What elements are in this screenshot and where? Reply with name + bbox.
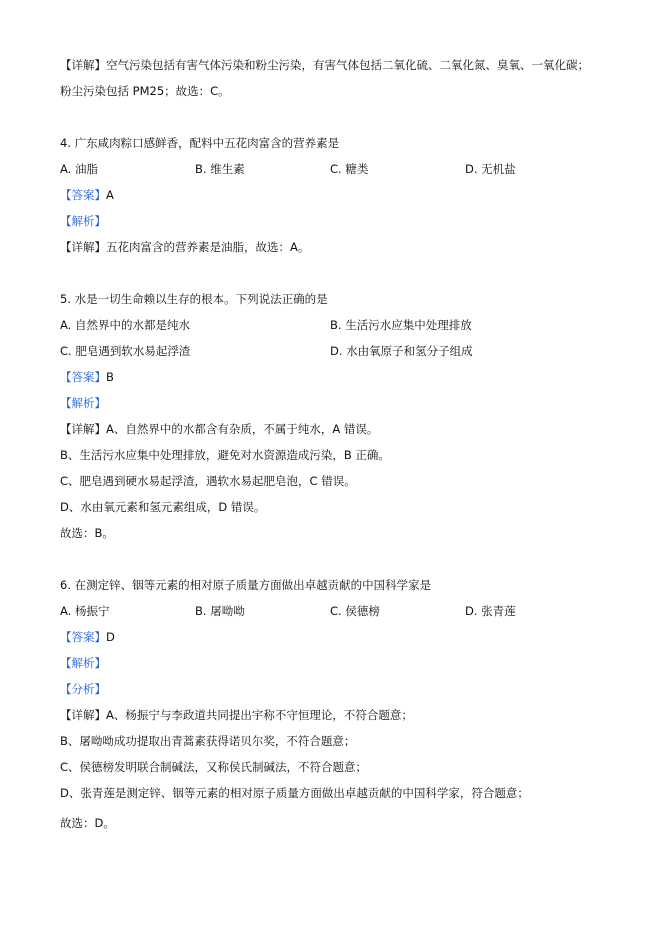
q6-question: 6. 在测定锌、铟等元素的相对原子质量方面做出卓越贡献的中国科学家是 xyxy=(60,578,432,592)
q6-detail-3: C、侯德榜发明联合制碱法，又称侯氏制碱法，不符合题意； xyxy=(60,760,368,774)
q6-analysis-tag: 【解析】 xyxy=(60,656,106,670)
q5-options-row-1 xyxy=(60,317,620,333)
q4-question: 4. 广东咸肉粽口感鲜香，配料中五花肉富含的营养素是 xyxy=(60,136,340,150)
q5-option-b: B. 生活污水应集中处理排放 xyxy=(330,318,472,332)
q5-conclusion: 故选：B。 xyxy=(60,526,114,540)
q4-answer-value: A xyxy=(106,188,114,202)
q4-analysis-tag: 【解析】 xyxy=(60,214,106,228)
q4-option-c: C. 糖类 xyxy=(330,162,369,176)
q6-conclusion: 故选：D。 xyxy=(60,816,115,830)
q6-option-a: A. 杨振宁 xyxy=(60,604,110,618)
intro-line-2: 粉尘污染包括 PM25；故选：C。 xyxy=(60,84,230,98)
q4-option-d: D. 无机盐 xyxy=(465,162,516,176)
q6-option-c: C. 侯德榜 xyxy=(330,604,380,618)
q6-answer xyxy=(60,629,620,645)
q5-detail-2: B、生活污水应集中处理排放，避免对水资源造成污染，B 正确。 xyxy=(60,448,390,462)
q5-option-d: D. 水由氧原子和氢分子组成 xyxy=(330,344,473,358)
q6-detail-1: 【详解】A、杨振宁与李政道共同提出宇称不守恒理论，不符合题意； xyxy=(60,708,413,722)
q4-answer xyxy=(60,187,620,203)
q5-answer xyxy=(60,369,620,385)
q5-analysis-tag: 【解析】 xyxy=(60,396,106,410)
q6-option-b: B. 屠呦呦 xyxy=(195,604,245,618)
q4-options xyxy=(60,161,620,177)
q6-analysis-section: 【分析】 xyxy=(60,682,106,696)
q6-options xyxy=(60,603,620,619)
q5-detail-4: D、水由氧元素和氢元素组成，D 错误。 xyxy=(60,500,266,514)
q5-options-row-2 xyxy=(60,343,620,359)
q4-option-a: A. 油脂 xyxy=(60,162,98,176)
q4-detail: 【详解】五花肉富含的营养素是油脂，故选：A。 xyxy=(60,240,310,254)
q5-detail-3: C、肥皂遇到硬水易起浮渣，遇软水易起肥皂泡，C 错误。 xyxy=(60,474,356,488)
q5-question: 5. 水是一切生命赖以生存的根本。下列说法正确的是 xyxy=(60,292,328,306)
q4-option-b: B. 维生素 xyxy=(195,162,245,176)
q5-option-a: A. 自然界中的水都是纯水 xyxy=(60,318,190,332)
q6-detail-4: D、张青莲是测定锌、铟等元素的相对原子质量方面做出卓越贡献的中国科学家，符合题意； xyxy=(60,786,529,800)
q6-option-d: D. 张青莲 xyxy=(465,604,516,618)
q6-answer-value: D xyxy=(106,630,115,644)
q5-detail-1: 【详解】A、自然界中的水都含有杂质，不属于纯水，A 错误。 xyxy=(60,422,379,436)
intro-line-1: 【详解】空气污染包括有害气体污染和粉尘污染，有害气体包括二氧化硫、二氧化氮、臭氧、一氧化碳； xyxy=(60,58,589,72)
q6-answer-tag: 【答案】 xyxy=(60,630,106,644)
q5-answer-tag: 【答案】 xyxy=(60,370,106,384)
q5-option-c: C. 肥皂遇到软水易起浮渣 xyxy=(60,344,191,358)
q5-answer-value: B xyxy=(106,370,114,384)
q6-detail-2: B、屠呦呦成功提取出青蒿素获得诺贝尔奖，不符合题意； xyxy=(60,734,356,748)
q4-answer-tag: 【答案】 xyxy=(60,188,106,202)
